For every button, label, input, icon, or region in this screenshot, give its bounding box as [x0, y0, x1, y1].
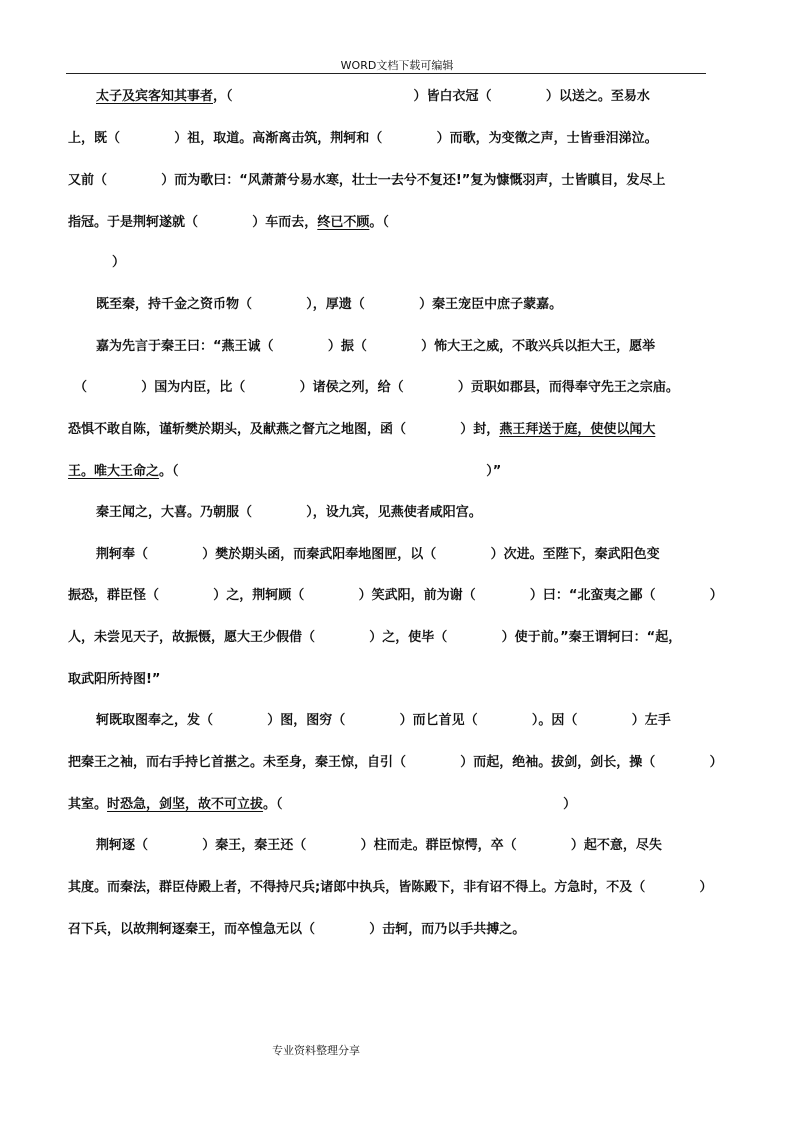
page-footer: 专业资料整理分享: [272, 1044, 360, 1057]
text-segment: ）: [112, 255, 126, 270]
text-segment: 把秦王之袖，而右手持匕首揕之。未至身，秦王惊，自引（ ）而起，绝袖。拔剑，剑长，操（ ）: [68, 755, 723, 770]
text-line: [68, 795, 576, 815]
text-line: [96, 545, 660, 565]
text-line: [112, 253, 125, 273]
header-rule: [66, 73, 706, 74]
text-segment: 其度。而秦法，群臣侍殿上者，不得持尺兵;诸郎中执兵，皆陈殿下，非有诏不得上。方急时，不及（ ）: [68, 880, 713, 895]
text-segment: 荆轲逐（ ）秦王，秦王还（ ）柱而走。群臣惊愕，卒（ ）起不意，尽失: [96, 838, 662, 853]
text-line: [68, 628, 681, 648]
text-segment: 召下兵，以故荆轲逐秦王，而卒惶急无以（ ）击轲，而乃以手共搏之。: [68, 922, 526, 937]
text-line: [74, 378, 679, 398]
text-line: [68, 213, 389, 233]
text-line: [96, 711, 671, 731]
text-segment: 振恐，群臣怪（ ）之，荆轲顾（ ）笑武阳，前为谢（ ）曰：“北蛮夷之鄙（ ）: [68, 588, 723, 603]
text-line: [68, 129, 658, 149]
text-segment: 指冠。于是荆轲遂就（ ）车而去，: [68, 215, 318, 230]
text-segment: 上，既（ ）祖，取道。高渐离击筑，荆轲和（ ）而歌，为变徵之声，士皆垂泪涕泣。: [68, 131, 658, 146]
underlined-sentence: 终已不顾: [317, 215, 370, 230]
text-segment: 。（ ）”: [159, 464, 502, 479]
text-segment: 荆轲奉（ ）樊於期头函，而秦武阳奉地图匣，以（ ）次进。至陛下，秦武阳色变: [96, 547, 660, 562]
text-line: [68, 586, 723, 606]
text-line: [96, 836, 662, 856]
text-segment: 取武阳所持图!”: [68, 672, 161, 687]
underlined-sentence: 时恐急，剑坚，故不可立拔: [107, 797, 264, 812]
text-segment: 。（ ）: [263, 797, 577, 812]
text-line: [96, 87, 650, 107]
text-segment: 秦王闻之，大喜。乃朝服（ ），设九宾，见燕使者咸阳宫。: [96, 505, 482, 520]
text-segment: 恐惧不敢自陈，谨斩樊於期头，及献燕之督亢之地图，函（ ）封，: [68, 422, 500, 437]
text-segment: 。（: [369, 215, 389, 230]
text-segment: 轲既取图奉之，发（ ）图，图穷（ ）而匕首见（ ）。因（ ）左手: [96, 713, 671, 728]
text-line: [68, 920, 525, 940]
underlined-sentence: 燕王拜送于庭，使使以闻大: [499, 422, 656, 437]
text-segment: 又前（ ）而为歌曰：“风萧萧兮易水寒，壮士一去兮不复还!”复为慷慨羽声，士皆瞋目，发尽上: [68, 173, 666, 188]
text-line: [68, 753, 723, 773]
text-line: [68, 420, 655, 440]
text-line: [68, 670, 160, 690]
text-segment: ，（ ）皆白衣冠（ ）以送之。至易水: [213, 89, 650, 104]
text-segment: 既至秦，持千金之资币物（ ），厚遗（ ）秦王宠臣中庶子蒙嘉。: [96, 297, 563, 312]
text-line: [68, 171, 665, 191]
text-line: [68, 462, 501, 482]
text-line: [96, 503, 482, 523]
underlined-sentence: 太子及宾客知其事者: [96, 89, 214, 104]
text-segment: 其室。: [68, 797, 108, 812]
text-segment: 嘉为先言于秦王曰：“燕王诚（ ）振（ ）怖大王之威，不敢兴兵以拒大王，愿举: [96, 339, 656, 354]
text-line: [96, 337, 655, 357]
text-line: [96, 295, 562, 315]
text-segment: 人，未尝见天子，故振慑，愿大王少假借（ ）之，使毕（ ）使于前。”秦王谓轲曰：“起，: [68, 630, 682, 645]
page-header: WORD文档下载可编辑: [340, 59, 454, 72]
underlined-sentence: 王。唯大王命之: [68, 464, 160, 479]
text-line: [68, 878, 713, 898]
text-segment: （ ）国为内臣，比（ ）诸侯之列，给（ ）贡职如郡县，而得奉守先王之宗庙。: [74, 380, 679, 395]
